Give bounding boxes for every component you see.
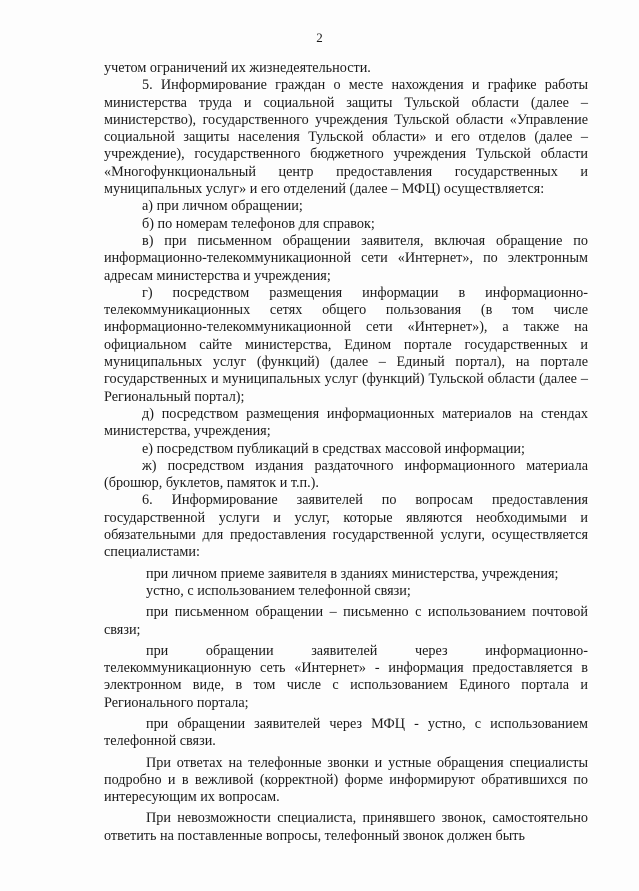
list-item-a: а) при личном обращении;: [142, 198, 303, 215]
paragraph-phone-answers: При ответах на телефонные звонки и устные обращения специалисты подробно и в вежливой (корректной) форме информируют обратившихся по интересующим их вопросам.: [104, 754, 588, 806]
paragraph-redirect: При невозможности специалиста, принявшего звонок, самостоятельно ответить на поставленные вопросы, телефонный звонок должен быть: [104, 810, 588, 844]
list-item-phone: устно, с использованием телефонной связи;: [146, 582, 411, 599]
paragraph-item-6: 6. Информирование заявителей по вопросам предоставления государственной услуги и услуг, которые являются необходимыми и обязательными для предоставления государственной услуги, осуществляется специалистами:: [104, 492, 588, 561]
page-number: 2: [316, 30, 323, 45]
list-item-mfc: при обращении заявителей через МФЦ - устно, с использованием телефонной связи.: [104, 715, 588, 750]
list-item-v: в) при письменном обращении заявителя, включая обращение по информационно-телекоммуникационной сети «Интернет», по электронным адресам министерства и учреждения;: [104, 232, 588, 284]
document-body: [104, 60, 588, 845]
list-item-written: при письменном обращении – письменно с использованием почтовой связи;: [104, 604, 588, 638]
list-item-personal: при личном приеме заявителя в зданиях министерства, учреждения;: [146, 565, 559, 582]
list-item-b: б) по номерам телефонов для справок;: [142, 215, 375, 232]
list-item-e: е) посредством публикаций в средствах массовой информации;: [142, 440, 525, 457]
paragraph-item-5: 5. Информирование граждан о месте нахождения и графике работы министерства труда и социальной защиты Тульской области (далее – министерство), государственного учреждения Тульской области «Управление социальной защиты населения Тульской области» и его отделов (далее – учреждение), государственного бюджетного учреждения Тульской области «Многофункциональный центр предоставления государственных и муниципальных услуг» и его отделений (далее – МФЦ) осуществляется:: [104, 77, 588, 198]
list-item-d: д) посредством размещения информационных материалов на стендах министерства, учреждения;: [104, 405, 588, 440]
list-item-internet: при обращении заявителей через информационно-телекоммуникационную сеть «Интернет» - информация предоставляется в электронном виде, в том числе с использованием Единого портала и Регионального портала;: [104, 642, 588, 711]
list-item-zh: ж) посредством издания раздаточного информационного материала (брошюр, буклетов, памяток и т.п.).: [104, 457, 588, 492]
paragraph-continuation: учетом ограничений их жизнедеятельности.: [104, 60, 371, 76]
list-item-g: г) посредством размещения информации в информационно-телекоммуникационных сетях общего пользования (в том числе информационно-телекоммуникационной сети «Интернет»), а также на официальном сайте министерства, Едином портале государственных и муниципальных услуг (функций) (далее – Единый портал), на портале государственных и муниципальных услуг (функций) Тульской области (далее – Региональный портал);: [104, 284, 588, 405]
